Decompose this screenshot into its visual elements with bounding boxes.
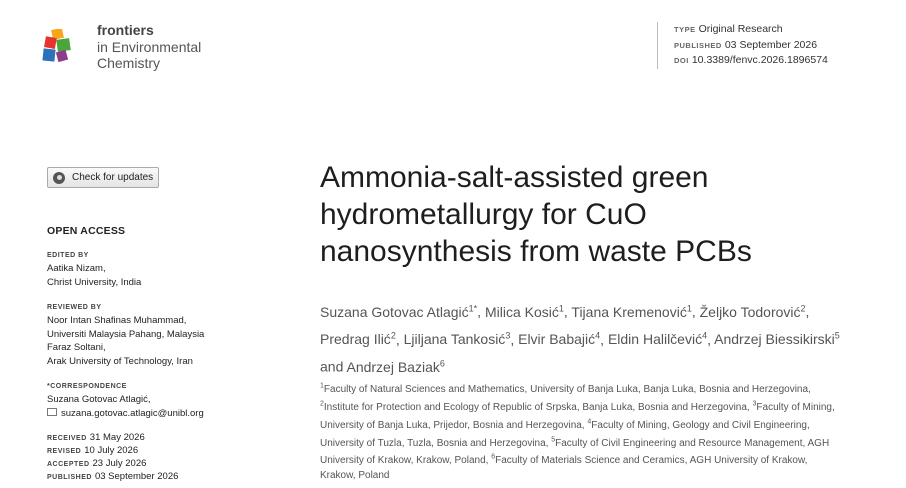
- received-date: 31 May 2026: [89, 432, 145, 443]
- reviewer-line: Noor Intan Shafinas Muhammad,: [47, 315, 187, 326]
- author-name: Željko Todorović: [699, 303, 801, 320]
- author-list: Suzana Gotovac Atlagić$^{1*}$, Milica Kosić$^1$, Tijana Kremenović$^1$, Željko Todorović$^2$, Predrag Ilić$^2$, Ljiljana Tankosić$^3$, Elvir Babajić$^4$, Eldin Halilčević$^4$, Andrzej Biessikirski$^5$ and Andrzej Baziak$^6$: [320, 303, 840, 375]
- journal-name-line2: in Environmental: [97, 38, 202, 55]
- author[interactable]: [346, 359, 444, 375]
- correspondence-email[interactable]: suzana.gotovac.atlagic@unibl.org: [61, 407, 204, 419]
- author-affiliation-sup: 4: [702, 330, 708, 341]
- check-for-updates-button[interactable]: [47, 167, 159, 188]
- author[interactable]: [571, 304, 691, 320]
- revised-label: REVISED: [47, 448, 82, 455]
- journal-name-line3: Chemistry: [97, 55, 161, 71]
- open-access-label: OPEN ACCESS: [47, 225, 126, 237]
- accepted-date: 23 July 2026: [92, 458, 147, 469]
- affiliation: $^6$Faculty of Materials Science and Ceramics, AGH University of Krakow, Krakow, Poland: [320, 453, 808, 481]
- published-value: 03 September 2026: [724, 38, 818, 51]
- published-label: PUBLISHED: [47, 474, 92, 481]
- affiliations: [320, 380, 845, 483]
- author[interactable]: [320, 331, 396, 347]
- doi-link[interactable]: 10.3389/fenvc.2026.1896574: [691, 54, 828, 66]
- author-name: Andrzej Biessikirski: [714, 331, 835, 348]
- article-meta: [657, 22, 828, 69]
- author-affiliation-sup: 1: [558, 303, 564, 313]
- author[interactable]: [700, 304, 806, 320]
- correspondence-email-row[interactable]: [47, 407, 204, 421]
- correspondence-section: [47, 381, 204, 420]
- author-name: Predrag Ilić: [320, 331, 391, 348]
- edited-by-section: [47, 250, 141, 289]
- revised-date: 10 July 2026: [84, 445, 139, 456]
- reviewed-by-section: [47, 302, 204, 368]
- author-affiliation-sup: 6: [439, 358, 445, 369]
- correspondence-name: Suzana Gotovac Atlagić,: [47, 394, 151, 405]
- author-affiliation-sup: 5: [834, 330, 840, 341]
- author-affiliation-sup: 1*: [468, 303, 478, 313]
- history-dates: [47, 432, 178, 484]
- reviewed-by-label: REVIEWED BY: [47, 304, 102, 311]
- author[interactable]: [485, 304, 564, 320]
- affiliation: $^3$Faculty of Mining, University of Banja Luka, Prijedor, Bosnia and Herzegovina,: [320, 400, 835, 431]
- type-label: TYPE: [674, 25, 696, 34]
- author-name: Ljiljana Tankosić: [403, 331, 506, 348]
- author-affiliation-sup: 2: [390, 330, 396, 341]
- author-name: Tijana Kremenović: [571, 303, 687, 320]
- published-label: PUBLISHED: [674, 40, 722, 50]
- correspondence-label: *CORRESPONDENCE: [47, 383, 127, 390]
- affiliation: $^5$Faculty of Civil Engineering and Resource Management, AGH University of Krakow, Krakow, Poland,: [320, 436, 830, 467]
- author-affiliation-sup: 1: [686, 303, 692, 313]
- edited-by-label: EDITED BY: [47, 252, 89, 259]
- author[interactable]: [518, 331, 600, 347]
- author-affiliation-sup: 3: [505, 330, 511, 341]
- author-name: Andrzej Baziak: [346, 358, 440, 375]
- reviewer-line: Arak University of Technology, Iran: [47, 355, 193, 367]
- email-icon: [47, 408, 57, 416]
- journal-brand: frontiers: [97, 22, 154, 38]
- accepted-label: ACCEPTED: [47, 461, 90, 468]
- journal-name[interactable]: [97, 22, 201, 72]
- author-affiliation-sup: 4: [595, 330, 601, 341]
- editor-affiliation: Christ University, India: [47, 276, 142, 288]
- author[interactable]: [608, 331, 707, 347]
- published-date: 03 September 2026: [94, 471, 179, 482]
- doi-label: DOI: [674, 56, 689, 65]
- affiliation: $^2$Institute for Protection and Ecology of Republic of Srpska, Banja Luka, Bosnia and Herzegovina,: [320, 400, 753, 414]
- check-for-updates-label: Check for updates: [72, 172, 154, 183]
- received-label: RECEIVED: [47, 435, 87, 442]
- author-name: Suzana Gotovac Atlagić: [320, 303, 469, 320]
- editor-name: Aatika Nizam,: [47, 263, 106, 274]
- frontiers-logo-icon: [42, 29, 74, 63]
- author-name: Eldin Halilčević: [607, 331, 703, 348]
- reviewer-line: Faraz Soltani,: [47, 342, 106, 353]
- author[interactable]: [320, 304, 477, 320]
- affiliation: $^4$Faculty of Mining, Geology and Civil Engineering, University of Tuzla, Tuzla, Bosnia and Herzegovina,: [320, 418, 810, 449]
- author-name: Elvir Babajić: [518, 331, 596, 348]
- check-updates-icon: [53, 172, 65, 184]
- article-title: Ammonia-salt-assisted green hydrometallurgy for CuO nanosynthesis from waste PCBs: [320, 161, 752, 268]
- type-value: Original Research: [698, 23, 783, 35]
- author-affiliation-sup: 2: [800, 303, 806, 313]
- author-name: Milica Kosić: [484, 303, 559, 320]
- affiliation: $^1$Faculty of Natural Sciences and Mathematics, University of Banja Luka, Banja Luka, Bosnia and Herzegovina,: [320, 383, 811, 396]
- author[interactable]: [714, 331, 840, 347]
- reviewer-line: Universiti Malaysia Pahang, Malaysia: [47, 328, 205, 340]
- author[interactable]: [404, 331, 511, 347]
